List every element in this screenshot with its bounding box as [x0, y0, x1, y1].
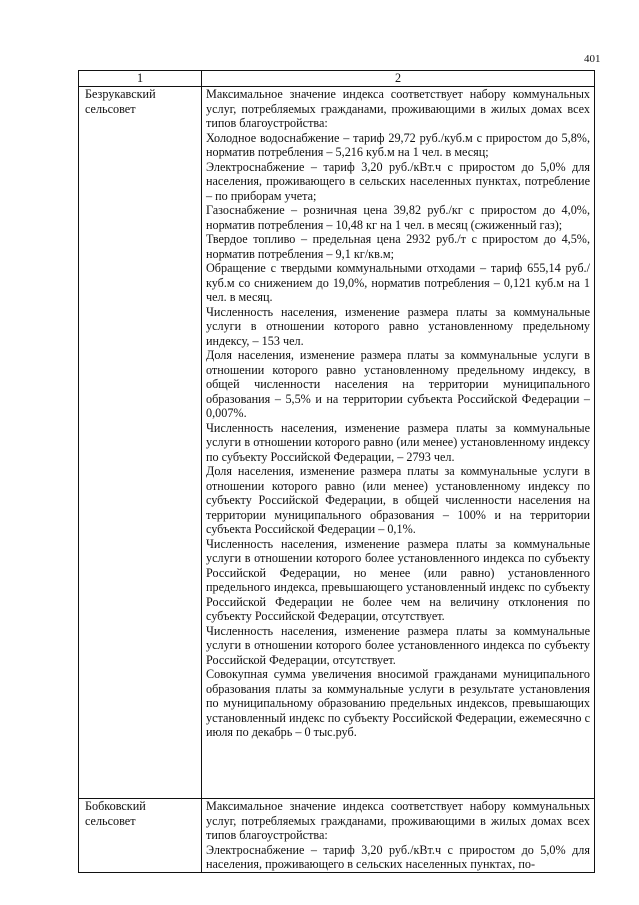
paragraph: Численность населения, изменение размера платы за коммунальные услуги в отношении которого равно (или менее) установленному индексу по субъекту Российской Федерации, – 2793 чел.: [206, 420, 590, 464]
table-row: [79, 87, 595, 799]
table-header-row: [79, 71, 595, 87]
paragraph: Холодное водоснабжение – тариф 29,72 руб./куб.м с приростом до 5,8%, норматив потребления – 5,216 куб.м на 1 чел. в месяц;: [206, 130, 590, 159]
description-cell: [202, 87, 595, 799]
paragraph: Численность населения, изменение размера платы за коммунальные услуги в отношении которого равно установленному предельному индексу, – 153 чел.: [206, 304, 590, 348]
paragraph: Электроснабжение – тариф 3,20 руб./кВт.ч с приростом до 5,0% для населения, проживающего в сельских населенных пунктах, потребление – по приборам учета;: [206, 159, 590, 203]
page-number: 401: [584, 53, 601, 65]
paragraph: Электроснабжение – тариф 3,20 руб./кВт.ч с приростом до 5,0% для населения, проживающего в сельских населенных пунктах, по-: [206, 842, 590, 871]
paragraph: Доля населения, изменение размера платы за коммунальные услуги в отношении которого равно (или менее) установленному индексу по субъекту Российской Федерации, в общей численности населения на территории муниципального образования – 100% и на территории субъекта Российской Федерации – 0,1%.: [206, 464, 590, 536]
paragraph: Численность населения, изменение размера платы за коммунальные услуги в отношении которого более установленного индекса по субъекту Российской Федерации, отсутствует.: [206, 623, 590, 667]
paragraph: Твердое топливо – предельная цена 2932 руб./т с приростом до 4,5%, норматив потребления – 9,1 кг/кв.м;: [206, 232, 590, 261]
description-cell: [202, 799, 595, 873]
paragraph: Газоснабжение – розничная цена 39,82 руб./кг с приростом до 4,0%, норматив потребления – 10,48 кг на 1 чел. в месяц (сжиженный газ);: [206, 203, 590, 232]
paragraph: Максимальное значение индекса соответствует набору коммунальных услуг, потребляемых гражданами, проживающими в жилых домах всех типов благоустройства:: [206, 799, 590, 842]
header-col-1: 1: [79, 71, 202, 87]
paragraph: Обращение с твердыми коммунальными отходами – тариф 655,14 руб./куб.м со снижением до 19,0%, норматив потребления – 0,121 куб.м на 1 чел. в месяц.: [206, 261, 590, 304]
header-col-2: 2: [202, 71, 595, 87]
municipality-name: Бобковский сельсовет: [79, 799, 202, 873]
table-row: [79, 799, 595, 873]
paragraph: Максимальное значение индекса соответствует набору коммунальных услуг, потребляемых гражданами, проживающими в жилых домах всех типов благоустройства:: [206, 87, 590, 130]
municipality-name: Безрукавский сельсовет: [79, 87, 202, 799]
paragraph: Численность населения, изменение размера платы за коммунальные услуги в отношении которого более установленного индекса по субъекту Российской Федерации, но менее (или равно) установленного предельного индекса, превышающего установленный индекс по субъекту Российской Федерации не более чем на величину отклонения по субъекту Российской Федерации, отсутствует.: [206, 536, 590, 623]
data-table: [78, 70, 595, 873]
paragraph: Совокупная сумма увеличения вносимой гражданами муниципального образования платы за коммунальные услуги в результате установления по муниципальному образованию предельных индексов, превышающих установленный индекс по субъекту Российской Федерации, ежемесячно с июля по декабрь – 0 тыс.руб.: [206, 667, 590, 739]
paragraph: Доля населения, изменение размера платы за коммунальные услуги в отношении которого равно установленному предельному индексу, в общей численности населения на территории муниципального образования – 5,5% и на территории субъекта Российской Федерации – 0,007%.: [206, 348, 590, 420]
